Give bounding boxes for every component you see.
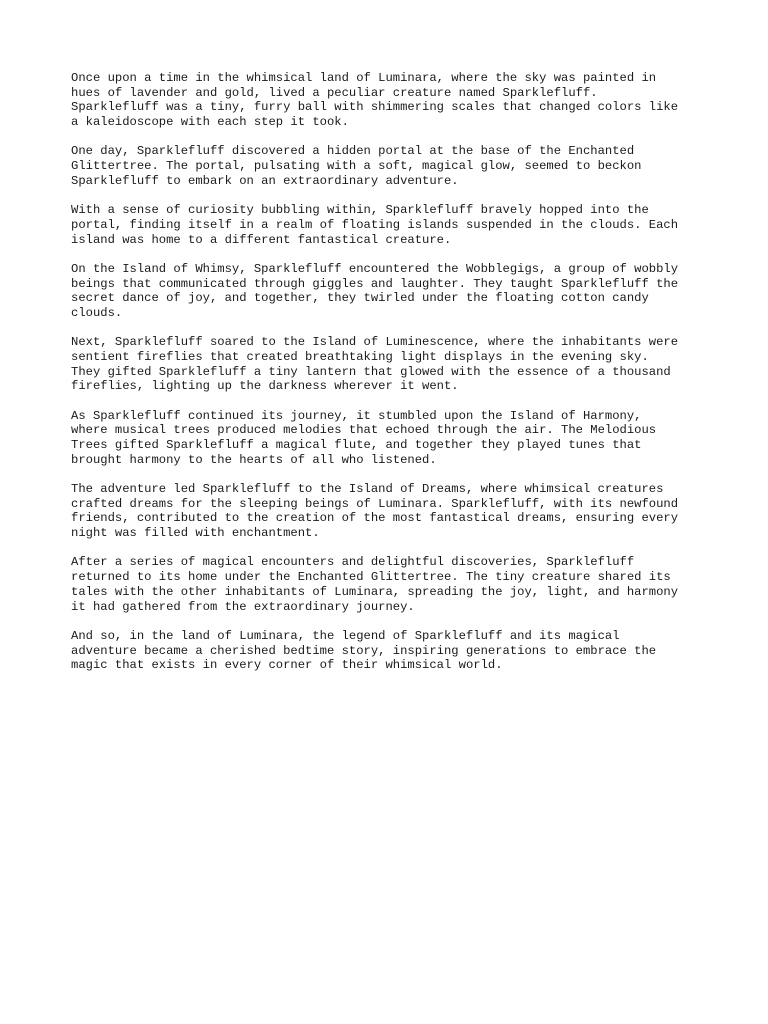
document-body bbox=[71, 71, 705, 688]
paragraph-8: After a series of magical encounters and delightful discoveries, Sparklefluff returned to its home under the Enchanted Glittertree. The tiny creature shared its tales with the other inhabitants of Luminara, spreading the joy, light, and harmony it had gathered from the extraordinary journey. bbox=[71, 555, 679, 614]
paragraph-7: The adventure led Sparklefluff to the Island of Dreams, where whimsical creatures crafted dreams for the sleeping beings of Luminara. Sparklefluff, with its newfound friends, contributed to the creation of the most fantastical dreams, ensuring every night was filled with enchantment. bbox=[71, 482, 679, 541]
paragraph-1: Once upon a time in the whimsical land of Luminara, where the sky was painted in hues of lavender and gold, lived a peculiar creature named Sparklefluff. Sparklefluff was a tiny, furry ball with shimmering scales that changed colors like a kaleidoscope with each step it took. bbox=[71, 71, 679, 130]
paragraph-9: And so, in the land of Luminara, the legend of Sparklefluff and its magical adventure became a cherished bedtime story, inspiring generations to embrace the magic that exists in every corner of their whimsical world. bbox=[71, 628, 657, 673]
paragraph-3: With a sense of curiosity bubbling within, Sparklefluff bravely hopped into the portal, finding itself in a realm of floating islands suspended in the clouds. Each island was home to a different fantastical creature. bbox=[71, 203, 679, 247]
paragraph-6: As Sparklefluff continued its journey, it stumbled upon the Island of Harmony, where musical trees produced melodies that echoed through the air. The Melodious Trees gifted Sparklefluff a magical flute, and together they played tunes that brought harmony to the hearts of all who listened. bbox=[71, 408, 657, 467]
paragraph-4: On the Island of Whimsy, Sparklefluff encountered the Wobblegigs, a group of wobbly beings that communicated through giggles and laughter. They taught Sparklefluff the secret dance of joy, and together, they twirled under the floating cotton candy clouds. bbox=[71, 261, 679, 320]
paragraph-2: One day, Sparklefluff discovered a hidden portal at the base of the Enchanted Glittertree. The portal, pulsating with a soft, magical glow, seemed to beckon Sparklefluff to embark on an extraordinary adventure. bbox=[71, 144, 642, 188]
paragraph-5: Next, Sparklefluff soared to the Island of Luminescence, where the inhabitants were sentient fireflies that created breathtaking light displays in the evening sky. They gifted Sparklefluff a tiny lantern that glowed with the essence of a thousand fireflies, lighting up the darkness wherever it went. bbox=[71, 335, 679, 394]
